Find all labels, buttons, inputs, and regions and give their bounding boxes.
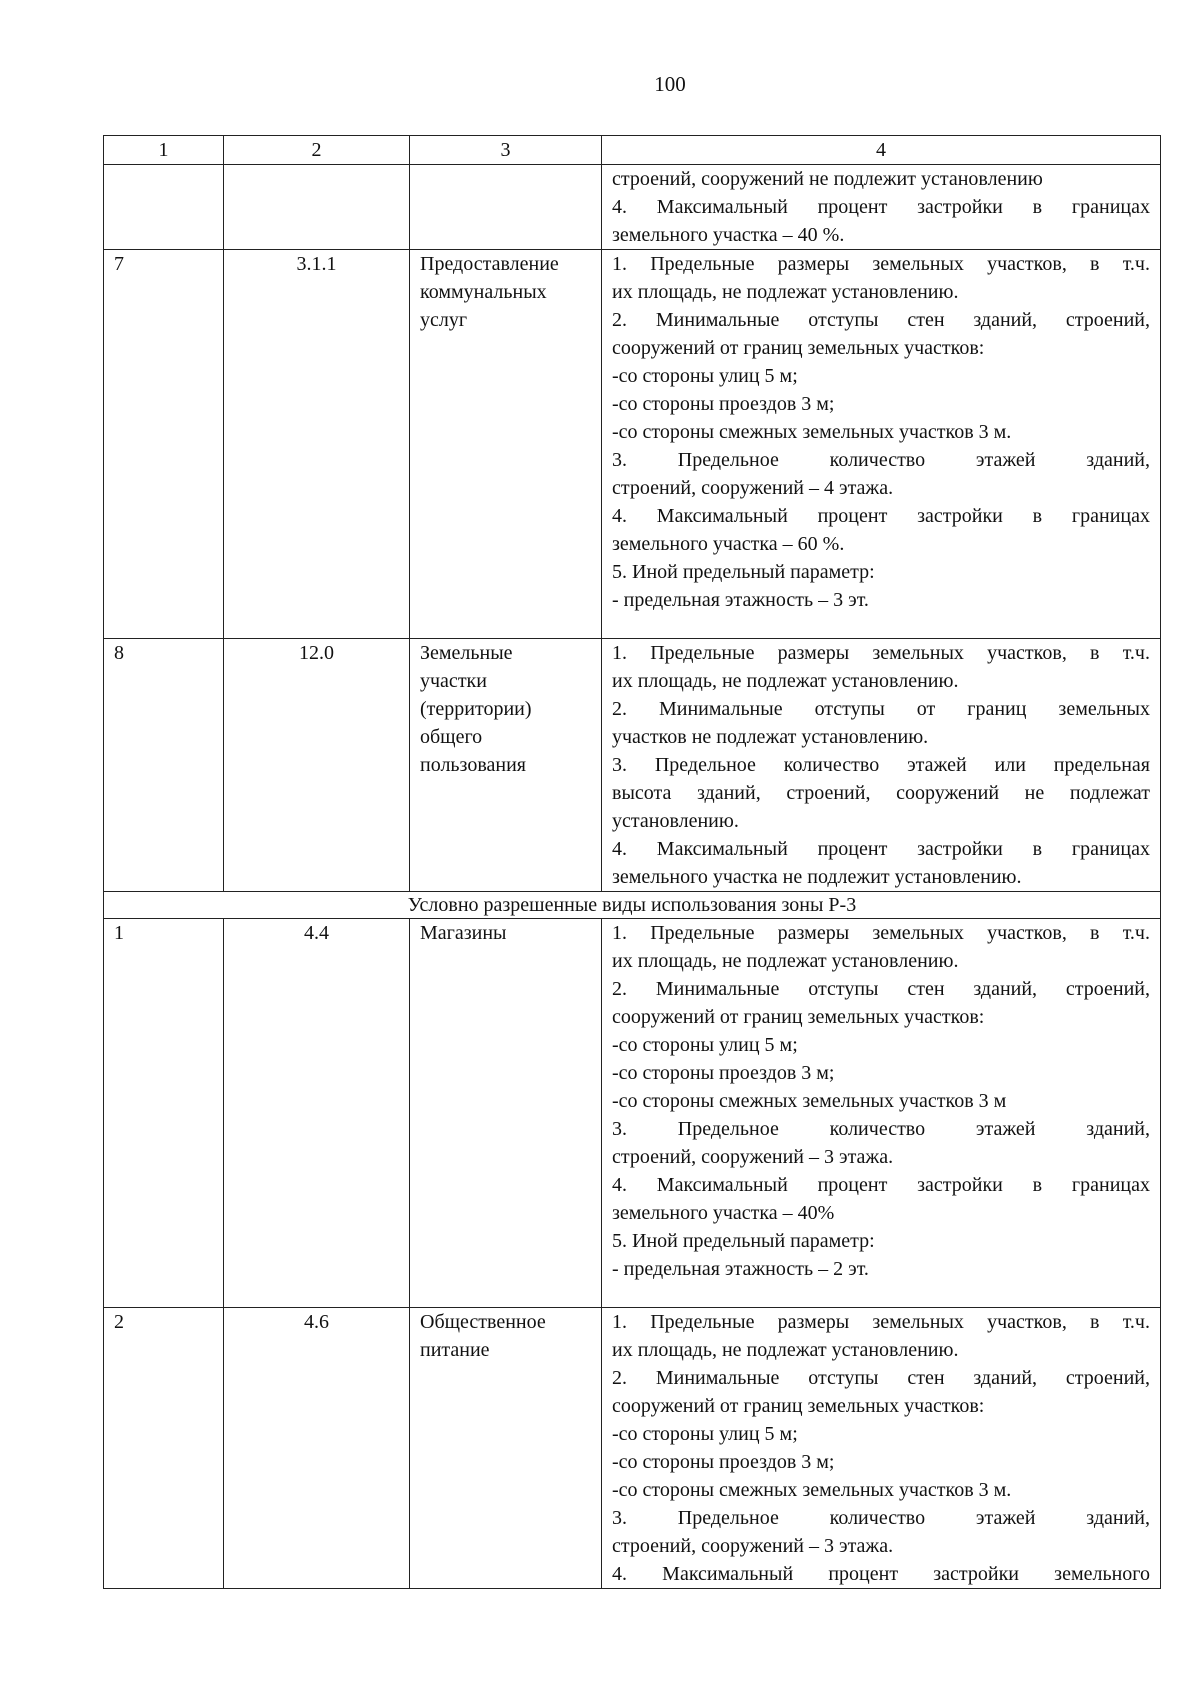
parameter-line: 3. Предельное количество этажей или предельная (612, 754, 1150, 776)
use-name-line: общего (420, 726, 483, 748)
parameter-line: сооружений от границ земельных участков: (612, 1006, 985, 1028)
use-code-cell: 3.1.1 (224, 250, 410, 639)
parameter-line: 2. Минимальные отступы стен зданий, строений, (612, 309, 1150, 331)
use-name-line: Предоставление (420, 253, 559, 275)
row-number-cell (104, 165, 224, 250)
parameter-line: -со стороны проездов 3 м; (612, 1062, 835, 1084)
table-row (104, 165, 1161, 250)
page-number: 100 (654, 72, 686, 96)
use-code-cell: 4.6 (224, 1308, 410, 1589)
section-row (104, 892, 1161, 919)
parameter-line: строений, сооружений – 3 этажа. (612, 1146, 894, 1168)
parameter-line: их площадь, не подлежат установлению. (612, 670, 959, 692)
row-number-cell: 7 (104, 250, 224, 639)
parameter-line: - предельная этажность – 3 эт. (612, 589, 869, 611)
use-code-cell: 12.0 (224, 639, 410, 892)
parameter-line: 2. Минимальные отступы от границ земельных (612, 698, 1150, 720)
parameter-line: строений, сооружений не подлежит установлению (612, 168, 1043, 190)
section-heading: Условно разрешенные виды использования зоны Р-3 (104, 892, 1161, 919)
parameter-line: земельного участка – 40 %. (612, 224, 845, 246)
use-name-cell (410, 1308, 602, 1589)
parameter-line: 1. Предельные размеры земельных участков, в т.ч. (612, 1311, 1150, 1333)
parameters-cell (602, 250, 1161, 639)
parameter-line: строений, сооружений – 4 этажа. (612, 477, 894, 499)
parameter-line: -со стороны смежных земельных участков 3 м. (612, 1479, 1012, 1501)
cell-spacer (612, 614, 1150, 638)
regulations-table (103, 135, 1161, 1589)
parameter-line: 2. Минимальные отступы стен зданий, строений, (612, 978, 1150, 1000)
parameter-line: земельного участка не подлежит установлению. (612, 866, 1022, 888)
header-cell-2: 2 (224, 136, 410, 165)
parameter-line: 3. Предельное количество этажей зданий, (612, 1507, 1150, 1529)
header-row (104, 136, 1161, 165)
parameter-line: установлению. (612, 810, 739, 832)
parameters-cell (602, 639, 1161, 892)
parameter-line: 2. Минимальные отступы стен зданий, строений, (612, 1367, 1150, 1389)
parameters-cell (602, 1308, 1161, 1589)
use-name-line: Магазины (420, 922, 507, 944)
table-row (104, 639, 1161, 892)
parameter-line: -со стороны улиц 5 м; (612, 365, 798, 387)
row-number-cell: 8 (104, 639, 224, 892)
parameter-line: -со стороны смежных земельных участков 3 м. (612, 421, 1012, 443)
parameter-line: 5. Иной предельный параметр: (612, 1230, 875, 1252)
parameter-line: -со стороны смежных земельных участков 3 м (612, 1090, 1007, 1112)
parameter-line: их площадь, не подлежат установлению. (612, 281, 959, 303)
parameter-line: строений, сооружений – 3 этажа. (612, 1535, 894, 1557)
parameter-line: земельного участка – 40% (612, 1202, 835, 1224)
header-cell-4: 4 (602, 136, 1161, 165)
use-name-line: коммунальных (420, 281, 547, 303)
use-code-cell (224, 165, 410, 250)
parameter-line: - предельная этажность – 2 эт. (612, 1258, 869, 1280)
parameter-line: 1. Предельные размеры земельных участков, в т.ч. (612, 922, 1150, 944)
parameter-line: -со стороны улиц 5 м; (612, 1423, 798, 1445)
use-name-cell (410, 919, 602, 1308)
parameter-line: высота зданий, строений, сооружений не подлежат (612, 782, 1150, 804)
parameter-line: -со стороны проездов 3 м; (612, 1451, 835, 1473)
use-name-line: Общественное (420, 1311, 546, 1333)
parameters-cell (602, 165, 1161, 250)
row-number-cell: 2 (104, 1308, 224, 1589)
table-row (104, 1308, 1161, 1589)
cell-spacer (612, 1283, 1150, 1307)
parameters-cell (602, 919, 1161, 1308)
use-name-line: пользования (420, 754, 526, 776)
parameter-line: 4. Максимальный процент застройки в границах (612, 838, 1150, 860)
parameter-line: 4. Максимальный процент застройки в границах (612, 196, 1150, 218)
header-cell-1: 1 (104, 136, 224, 165)
table-row (104, 919, 1161, 1308)
header-cell-3: 3 (410, 136, 602, 165)
parameter-line: -со стороны улиц 5 м; (612, 1034, 798, 1056)
row-number-cell: 1 (104, 919, 224, 1308)
use-name-line: участки (420, 670, 487, 692)
parameter-line: участков не подлежат установлению. (612, 726, 929, 748)
parameter-line: земельного участка – 60 %. (612, 533, 845, 555)
parameter-line: 4. Максимальный процент застройки в границах (612, 1174, 1150, 1196)
use-name-line: Земельные (420, 642, 513, 664)
parameter-line: 4. Максимальный процент застройки в границах (612, 505, 1150, 527)
parameter-line: 4. Максимальный процент застройки земельного (612, 1563, 1150, 1585)
parameter-line: их площадь, не подлежат установлению. (612, 1339, 959, 1361)
table-body (104, 165, 1161, 1589)
parameter-line: 3. Предельное количество этажей зданий, (612, 449, 1150, 471)
use-name-line: питание (420, 1339, 490, 1361)
table-row (104, 250, 1161, 639)
parameter-line: 5. Иной предельный параметр: (612, 561, 875, 583)
use-name-cell (410, 250, 602, 639)
parameter-line: 1. Предельные размеры земельных участков, в т.ч. (612, 642, 1150, 664)
use-code-cell: 4.4 (224, 919, 410, 1308)
use-name-cell (410, 639, 602, 892)
use-name-cell (410, 165, 602, 250)
parameter-line: 3. Предельное количество этажей зданий, (612, 1118, 1150, 1140)
parameter-line: 1. Предельные размеры земельных участков, в т.ч. (612, 253, 1150, 275)
parameter-line: -со стороны проездов 3 м; (612, 393, 835, 415)
parameter-line: сооружений от границ земельных участков: (612, 337, 985, 359)
use-name-line: услуг (420, 309, 468, 331)
parameter-line: их площадь, не подлежат установлению. (612, 950, 959, 972)
use-name-line: (территории) (420, 698, 532, 720)
parameter-line: сооружений от границ земельных участков: (612, 1395, 985, 1417)
